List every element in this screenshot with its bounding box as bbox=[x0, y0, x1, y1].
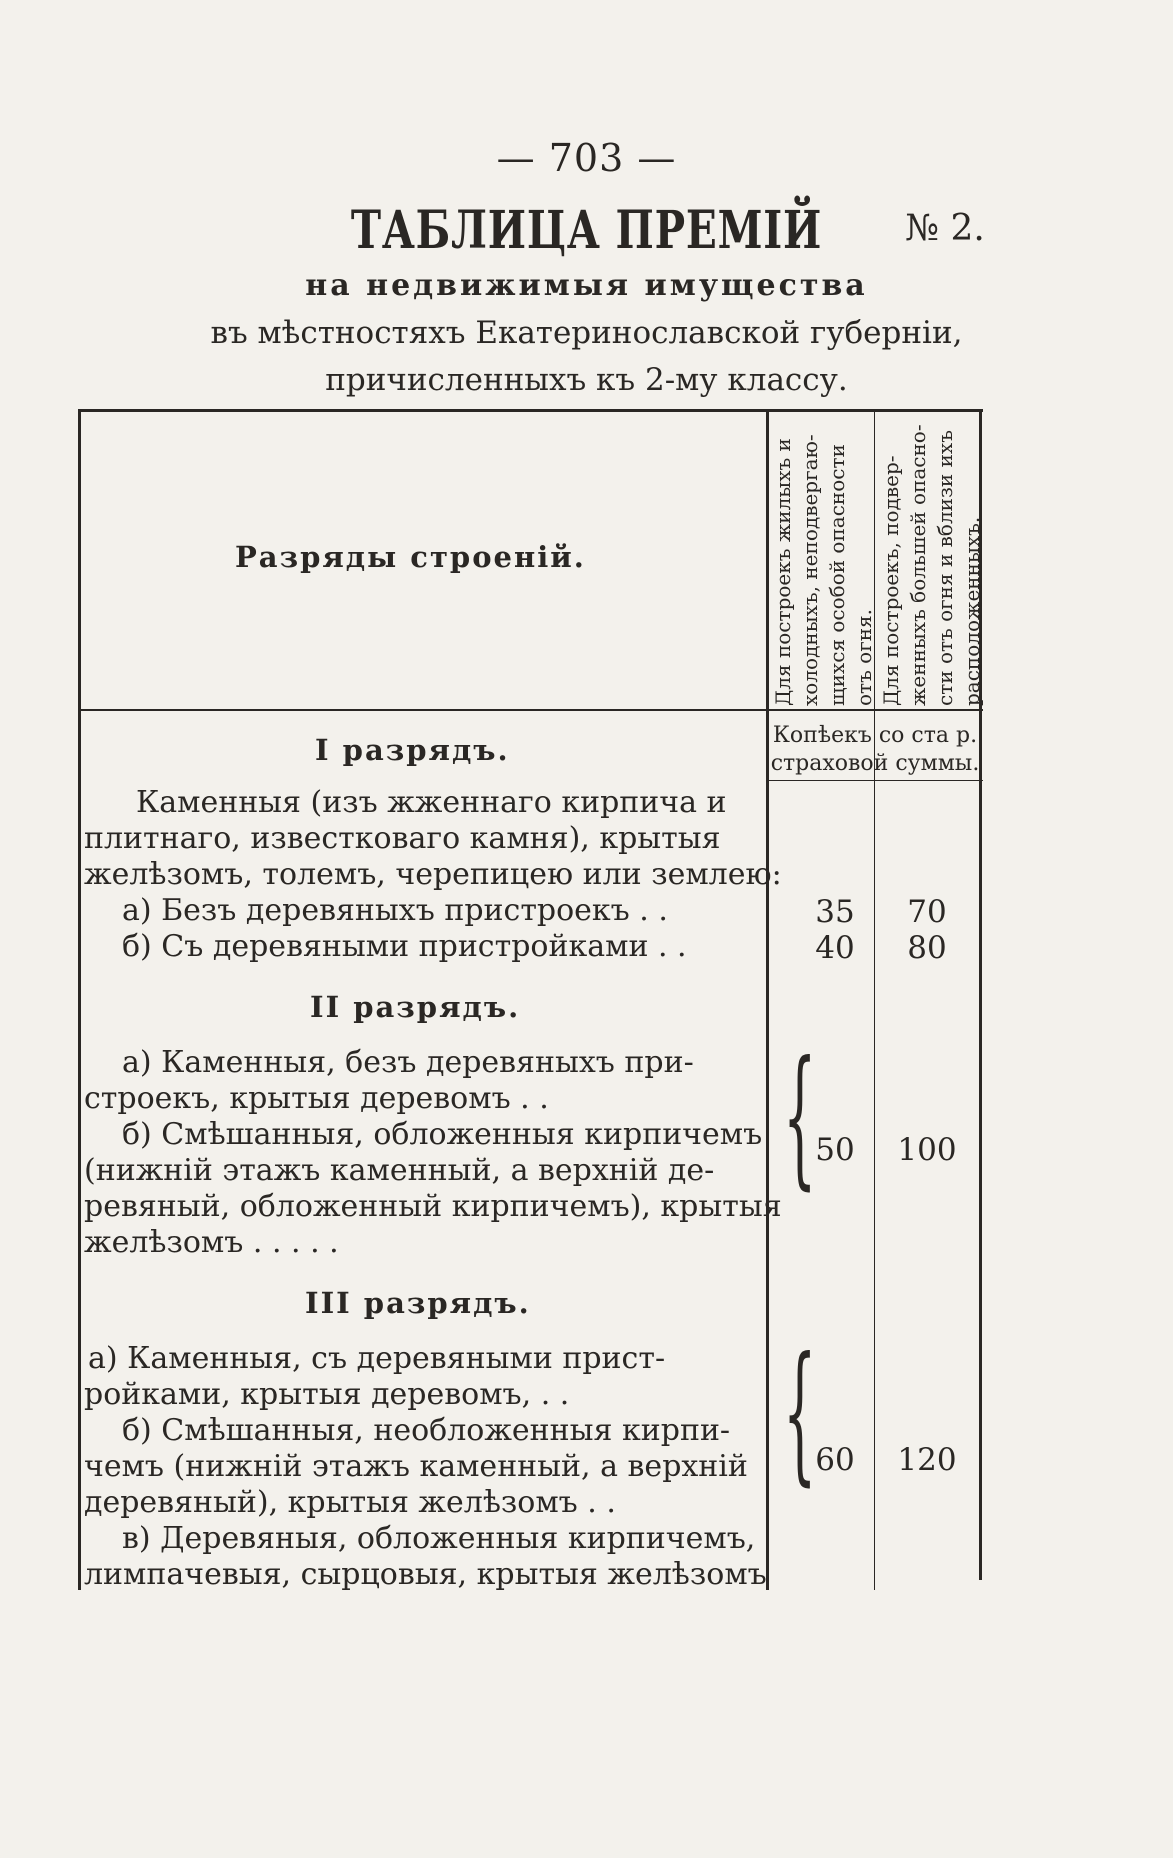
section-1-intro-line: желѣзомъ, толемъ, черепицею или землею: bbox=[84, 857, 782, 892]
table-number: № 2. bbox=[905, 208, 985, 249]
section-3-line: в) Деревяныя, обложенныя кирпичемъ, bbox=[122, 1521, 756, 1556]
rate-low-risk: 40 bbox=[815, 930, 855, 966]
units-header bbox=[770, 722, 980, 778]
table-row-label: б) Съ деревяными пристройками . . bbox=[122, 929, 687, 964]
section-3-line: чемъ (нижній этажъ каменный, а верхній bbox=[84, 1449, 748, 1484]
section-2-line: ревяный, обложенный кирпичемъ), крытыя bbox=[84, 1189, 782, 1224]
section-2-line: желѣзомъ . . . . . bbox=[84, 1225, 339, 1260]
section-3-line: деревяный), крытыя желѣзомъ . . bbox=[84, 1485, 616, 1520]
rate-high-risk: 100 bbox=[897, 1132, 957, 1168]
rate-high-risk: 70 bbox=[907, 894, 947, 930]
section-2-line: (нижній этажъ каменный, а верхній де- bbox=[84, 1153, 715, 1188]
brace-section-2: { bbox=[783, 1030, 817, 1204]
table-row-label: а) Безъ деревяныхъ пристроекъ . . bbox=[122, 893, 668, 928]
section-1-intro-line: Каменныя (изъ жженнаго кирпича и bbox=[136, 785, 727, 820]
section-heading-3: III разрядъ. bbox=[305, 1286, 531, 1320]
section-3-line: лимпачевыя, сырцовыя, крытыя желѣзомъ bbox=[84, 1557, 767, 1592]
table-title: ТАБЛИЦА ПРЕМІЙ bbox=[350, 200, 823, 261]
rate-low-risk: 35 bbox=[815, 894, 855, 930]
section-1-intro-line: плитнаго, известковаго камня), крытыя bbox=[84, 821, 721, 856]
rate-low-risk: 50 bbox=[815, 1132, 855, 1168]
column-header-high-risk: Для построекъ, подвер- женныхъ большей опасно- сти отъ огня и вблизи ихъ расположенныхъ. bbox=[879, 424, 984, 706]
column-divider-1 bbox=[766, 410, 769, 1590]
subtitle-region: въ мѣстностяхъ Екатеринославской губерніи, bbox=[210, 315, 963, 351]
section-2-line: б) Смѣшанныя, обложенныя кирпичемъ bbox=[122, 1117, 763, 1152]
units-bottom-rule bbox=[768, 780, 983, 781]
page-number: — 703 — bbox=[496, 136, 677, 180]
rank-column-header: Разряды строеній. bbox=[235, 540, 586, 574]
section-3-line: ройками, крытыя деревомъ, . . bbox=[84, 1377, 570, 1412]
brace-section-3: { bbox=[783, 1326, 817, 1500]
subtitle-property: на недвижимыя имущества bbox=[305, 268, 868, 303]
table-left-border bbox=[78, 410, 81, 1590]
section-2-line: а) Каменныя, безъ деревяныхъ при- bbox=[122, 1045, 694, 1080]
rate-low-risk: 60 bbox=[815, 1442, 855, 1478]
section-3-line: а) Каменныя, съ деревяными прист- bbox=[88, 1341, 666, 1376]
section-heading-2: II разрядъ. bbox=[310, 990, 521, 1024]
header-bottom-rule bbox=[78, 709, 983, 711]
rate-high-risk: 80 bbox=[907, 930, 947, 966]
units-line-2: страховой суммы. bbox=[770, 751, 980, 776]
table-top-rule bbox=[78, 409, 983, 412]
rate-high-risk: 120 bbox=[897, 1442, 957, 1478]
section-2-line: строекъ, крытыя деревомъ . . bbox=[84, 1081, 549, 1116]
subtitle-class: причисленныхъ къ 2-му классу. bbox=[325, 362, 848, 398]
column-header-low-risk: Для построекъ жилыхъ и холодныхъ, неподвергаю- щихся особой опасности отъ огня. bbox=[771, 434, 876, 706]
units-line-1: Копѣекъ со ста р. bbox=[772, 723, 978, 748]
section-3-line: б) Смѣшанныя, необложенныя кирпи- bbox=[122, 1413, 731, 1448]
section-heading-1: I разрядъ. bbox=[315, 733, 510, 767]
